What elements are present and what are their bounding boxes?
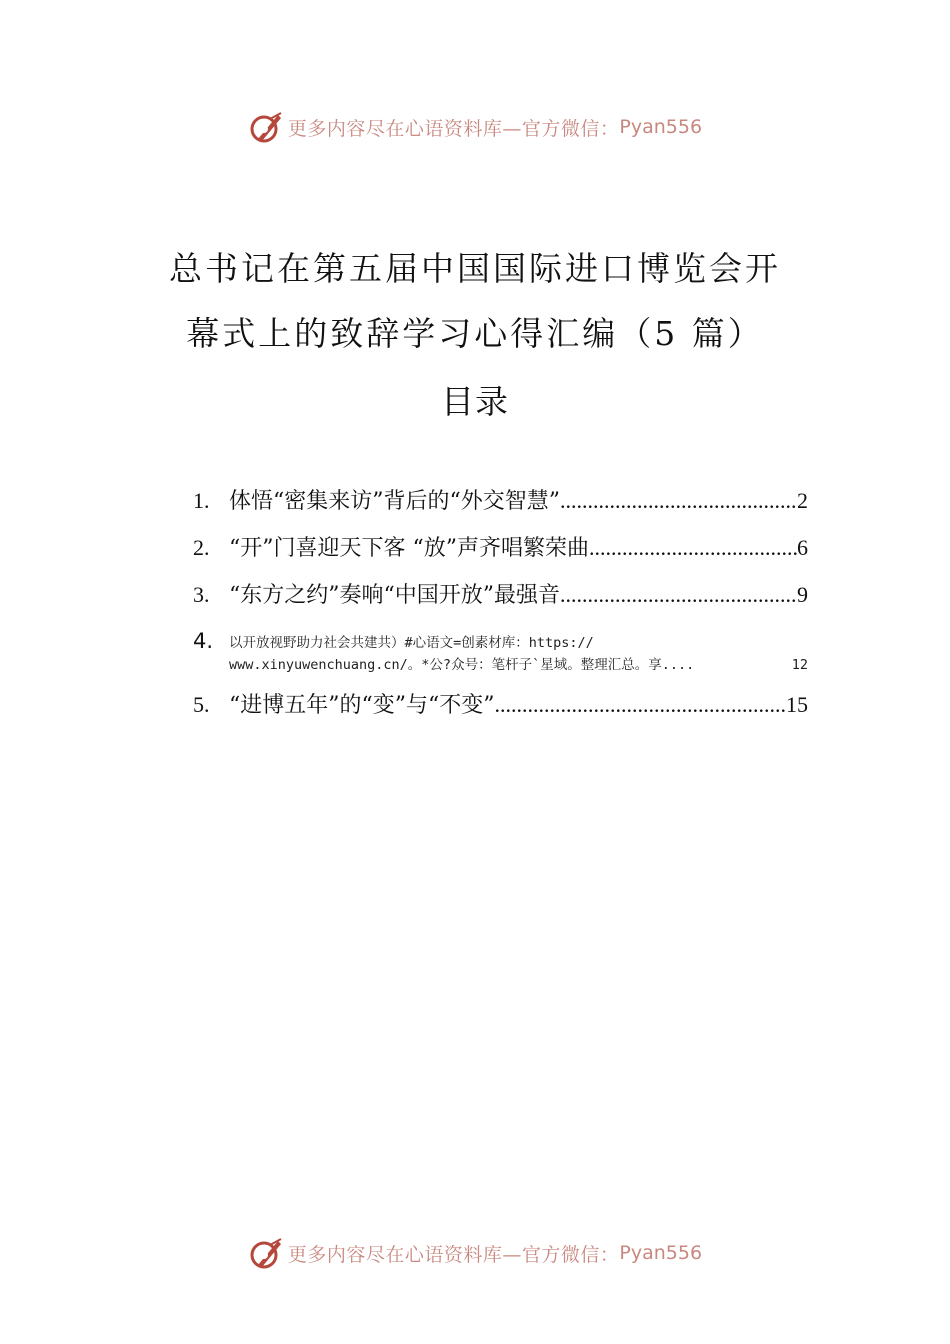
header-banner xyxy=(0,107,950,147)
toc-entry-title: “进博五年”的“变”与“不变” xyxy=(229,693,495,718)
toc-entry[interactable] xyxy=(193,531,808,578)
toc-entry-number: 2. xyxy=(193,535,210,560)
toc-entry[interactable] xyxy=(193,484,808,531)
banner-wechat-id: Pyan556 xyxy=(619,1242,703,1264)
banner-text: 更多内容尽在心语资料库—官方微信： xyxy=(287,1243,620,1266)
toc-entry[interactable] xyxy=(193,578,808,625)
quill-logo-icon xyxy=(248,109,284,145)
document-title-line1: 总书记在第五届中国国际进口博览会开 xyxy=(169,249,781,288)
toc-entry-number: 4. xyxy=(193,629,214,653)
toc-leader-dots xyxy=(494,692,786,718)
toc-entry-page: 15 xyxy=(786,692,808,717)
toc-entry-title: 体悟“密集来访”背后的“外交智慧” xyxy=(229,489,560,514)
document-title-line2: 幕式上的致辞学习心得汇编（5 篇） xyxy=(186,314,764,353)
toc-entry-number: 5. xyxy=(193,692,210,717)
toc-entry-title xyxy=(229,629,808,676)
toc-entry-page: 2 xyxy=(797,488,808,513)
banner-text: 更多内容尽在心语资料库—官方微信： xyxy=(287,117,620,140)
banner-wechat-id: Pyan556 xyxy=(619,116,703,138)
toc-entry-title-line2 xyxy=(229,654,808,676)
table-of-contents xyxy=(193,484,808,735)
toc-entry-title-line1: 以开放视野助力社会共建共）#心语文=创素材库：https:// xyxy=(229,635,594,651)
toc-entry-title: “东方之约”奏响“中国开放”最强音 xyxy=(229,583,560,608)
toc-entry-number: 1. xyxy=(193,488,210,513)
toc-entry-page: 12 xyxy=(791,657,808,673)
toc-entry-title-line2-text: www.xinyuwenchuang.cn/。*公?众号：笔杆子`星域。整理汇总。享.... xyxy=(229,657,695,673)
toc-heading: 目录 xyxy=(441,382,509,421)
toc-entry-page: 6 xyxy=(797,535,808,560)
footer-banner xyxy=(0,1233,950,1273)
toc-entry-page: 9 xyxy=(797,582,808,607)
toc-leader-dots xyxy=(589,535,797,561)
toc-entry-number: 3. xyxy=(193,582,210,607)
toc-leader-dots xyxy=(560,582,797,608)
toc-entry[interactable] xyxy=(193,629,808,676)
toc-entry-title: “开”门喜迎天下客 “放”声齐唱繁荣曲 xyxy=(229,536,589,561)
toc-leader-dots xyxy=(560,488,797,514)
toc-entry[interactable] xyxy=(193,688,808,735)
quill-logo-icon xyxy=(248,1235,284,1271)
